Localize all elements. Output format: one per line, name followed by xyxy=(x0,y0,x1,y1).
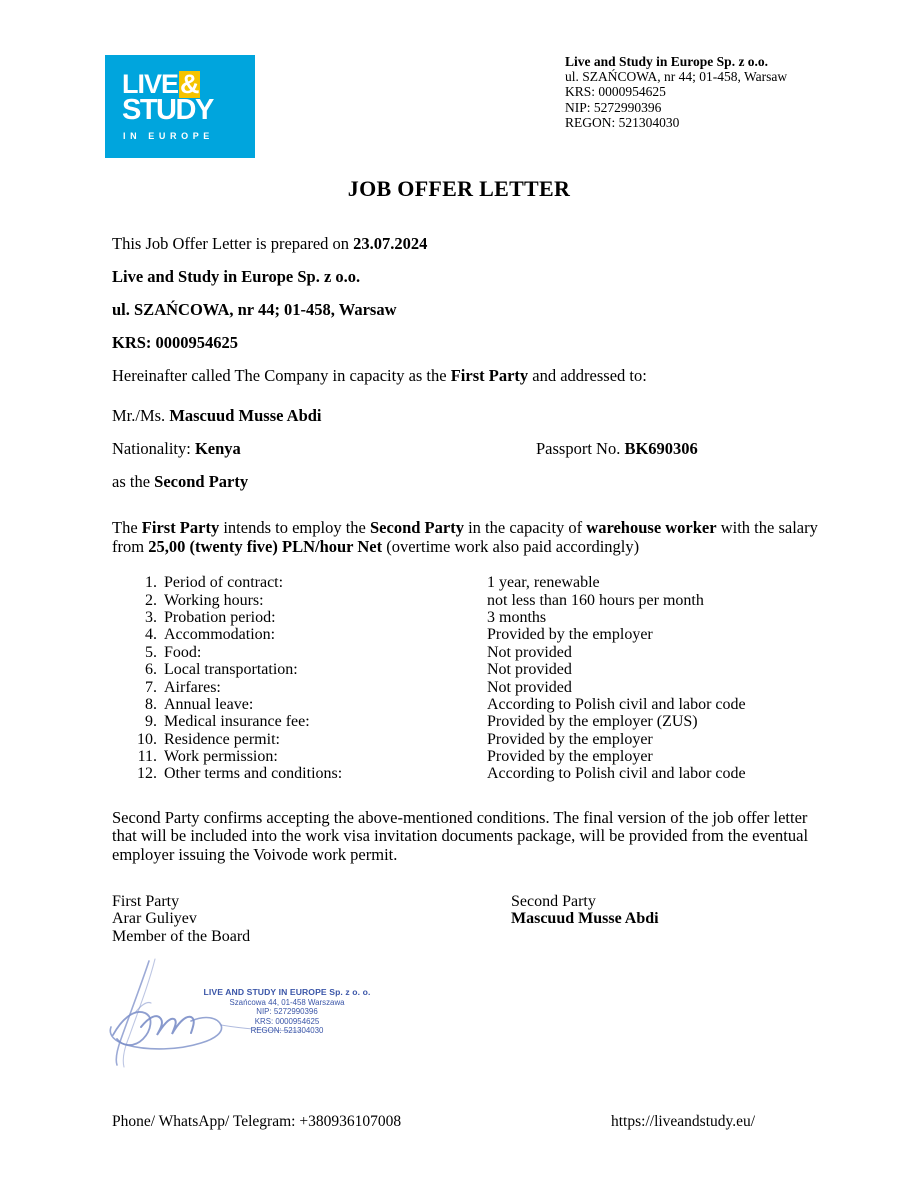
term-number: 5. xyxy=(145,643,157,661)
term-number: 8. xyxy=(145,695,157,713)
logo-line-in-europe: IN EUROPE xyxy=(123,131,214,141)
term-row xyxy=(112,713,812,730)
second-party-name: Mascuud Musse Abdi xyxy=(169,406,322,425)
term-label: Accommodation: xyxy=(164,626,276,644)
term-value: Provided by the employer xyxy=(487,626,653,644)
employ-salary: 25,00 (twenty five) PLN/hour Net xyxy=(148,536,383,556)
stamp-company-name: LIVE AND STUDY IN EUROPE Sp. z o. o. xyxy=(203,987,371,997)
term-label: Work permission: xyxy=(164,748,278,766)
company-name: Live and Study in Europe Sp. z o.o. xyxy=(565,54,769,69)
employ-text-4: with the salary from xyxy=(112,518,818,556)
employ-text-3: in the capacity of xyxy=(463,518,587,537)
term-row xyxy=(112,574,812,591)
as-the-second-party-row xyxy=(112,472,812,492)
term-row xyxy=(112,609,812,626)
employ-text-1: The xyxy=(112,518,142,537)
passport-label: Passport No. xyxy=(536,439,625,458)
term-number: 4. xyxy=(145,626,157,644)
term-row xyxy=(112,679,812,696)
hereinafter-line xyxy=(112,366,812,386)
first-party-company-name xyxy=(112,267,812,287)
term-label: Working hours: xyxy=(164,591,264,609)
second-party-signer-name: Mascuud Musse Abdi xyxy=(511,910,659,928)
term-value: 1 year, renewable xyxy=(487,574,600,592)
stamp-regon: REGON: 521304030 xyxy=(250,1026,324,1036)
term-row xyxy=(112,696,812,713)
company-stamp-text xyxy=(187,988,387,1036)
first-party-company-krs xyxy=(112,333,812,353)
salutation-prefix: Mr./Ms. xyxy=(112,406,170,425)
term-label: Medical insurance fee: xyxy=(164,713,310,731)
company-logo xyxy=(105,55,255,158)
company-regon: REGON: 521304030 xyxy=(565,114,680,130)
employ-text-2: intends to employ the xyxy=(219,518,370,537)
term-value: Not provided xyxy=(487,661,572,679)
as-the-prefix: as the xyxy=(112,472,155,491)
term-row xyxy=(112,644,812,661)
as-the-second-party: Second Party xyxy=(154,472,249,491)
term-number: 9. xyxy=(145,713,157,731)
first-party-label: First Party xyxy=(112,892,180,910)
term-number: 11. xyxy=(137,748,157,766)
term-number: 10. xyxy=(137,730,157,748)
term-row xyxy=(112,765,812,782)
stamp-nip: NIP: 5272990396 xyxy=(256,1007,318,1017)
confirmation-paragraph: Second Party confirms accepting the above-mentioned conditions. The final version of the job offer letter that will be included into the work visa invitation documents package, will be provided from the eventual employer issuing the Voivode work permit. xyxy=(112,807,809,865)
logo-text-live: LIVE xyxy=(122,69,179,99)
term-row xyxy=(112,592,812,609)
signature-block xyxy=(112,893,812,953)
logo-inner xyxy=(105,55,255,158)
hereinafter-first-party: First Party xyxy=(450,366,529,385)
term-label: Local transportation: xyxy=(164,661,298,679)
second-party-name-row xyxy=(112,406,812,426)
stamp-krs: KRS: 0000954625 xyxy=(254,1016,320,1026)
employ-second-party: Second Party xyxy=(370,518,464,537)
hereinafter-suffix: and addressed to: xyxy=(528,366,647,385)
term-value: According to Polish civil and labor code xyxy=(487,765,746,783)
passport-value: BK690306 xyxy=(624,439,698,458)
first-party-signer-name: Arar Guliyev xyxy=(112,910,197,928)
term-row xyxy=(112,661,812,678)
term-value: Provided by the employer xyxy=(487,748,653,766)
company-details-block xyxy=(565,54,787,130)
first-party-signature-group xyxy=(112,893,250,946)
term-row xyxy=(112,626,812,643)
employ-text-5: (overtime work also paid accordingly) xyxy=(382,536,640,556)
first-party-signer-role: Member of the Board xyxy=(112,927,251,945)
employment-paragraph xyxy=(112,519,818,556)
document-body xyxy=(112,234,818,953)
term-number: 1. xyxy=(145,574,157,592)
company-nip: NIP: 5272990396 xyxy=(565,99,662,115)
term-label: Other terms and conditions: xyxy=(164,765,343,783)
footer-website[interactable]: https://liveandstudy.eu/ xyxy=(611,1113,756,1130)
nationality-label: Nationality: xyxy=(112,439,195,458)
term-label: Food: xyxy=(164,643,202,661)
term-value: Not provided xyxy=(487,643,572,661)
passport-group xyxy=(536,439,698,459)
term-value: not less than 160 hours per month xyxy=(487,591,704,609)
prepared-on-prefix: This Job Offer Letter is prepared on xyxy=(112,234,354,253)
first-party-company-name-text: Live and Study in Europe Sp. z o.o. xyxy=(112,267,361,286)
term-label: Airfares: xyxy=(164,678,221,696)
second-party-nationality-row xyxy=(112,439,812,459)
logo-ampersand: & xyxy=(180,69,199,99)
term-value: Not provided xyxy=(487,678,572,696)
footer-contact: Phone/ WhatsApp/ Telegram: +380936107008 xyxy=(112,1113,402,1130)
term-row xyxy=(112,748,812,765)
prepared-on-date: 23.07.2024 xyxy=(353,234,428,253)
logo-line-study: STUDY xyxy=(122,94,213,126)
term-number: 3. xyxy=(145,608,157,626)
nationality-value: Kenya xyxy=(194,439,241,458)
document-header xyxy=(0,0,918,175)
second-party-signature-group xyxy=(511,893,659,928)
second-party-block xyxy=(112,406,812,492)
term-number: 7. xyxy=(145,678,157,696)
term-number: 2. xyxy=(145,591,157,609)
stamp-address: Szańcowa 44, 01-458 Warszawa xyxy=(229,997,345,1007)
term-value: According to Polish civil and labor code xyxy=(487,695,746,713)
term-value: 3 months xyxy=(487,608,547,626)
first-party-company-address xyxy=(112,300,812,320)
term-label: Annual leave: xyxy=(164,695,254,713)
first-party-company-address-text: ul. SZAŃCOWA, nr 44; 01-458, Warsaw xyxy=(112,300,397,319)
employ-job-title: warehouse worker xyxy=(586,518,717,537)
term-label: Probation period: xyxy=(164,608,276,626)
employ-first-party: First Party xyxy=(141,518,220,537)
term-value: Provided by the employer xyxy=(487,730,653,748)
prepared-on-line xyxy=(112,234,812,254)
term-number: 6. xyxy=(145,661,157,679)
second-party-label: Second Party xyxy=(511,892,596,910)
term-label: Period of contract: xyxy=(164,574,284,592)
term-row xyxy=(112,731,812,748)
company-address: ul. SZAŃCOWA, nr 44; 01-458, Warsaw xyxy=(565,69,788,85)
signature-stamp-area xyxy=(105,955,405,1075)
term-value: Provided by the employer (ZUS) xyxy=(487,713,698,731)
hereinafter-prefix: Hereinafter called The Company in capacity as the xyxy=(112,366,451,385)
term-label: Residence permit: xyxy=(164,730,280,748)
company-krs: KRS: 0000954625 xyxy=(565,84,666,100)
page-title: JOB OFFER LETTER xyxy=(347,176,571,201)
term-number: 12. xyxy=(137,765,157,783)
terms-list xyxy=(112,574,812,783)
first-party-company-krs-text: KRS: 0000954625 xyxy=(112,333,239,352)
